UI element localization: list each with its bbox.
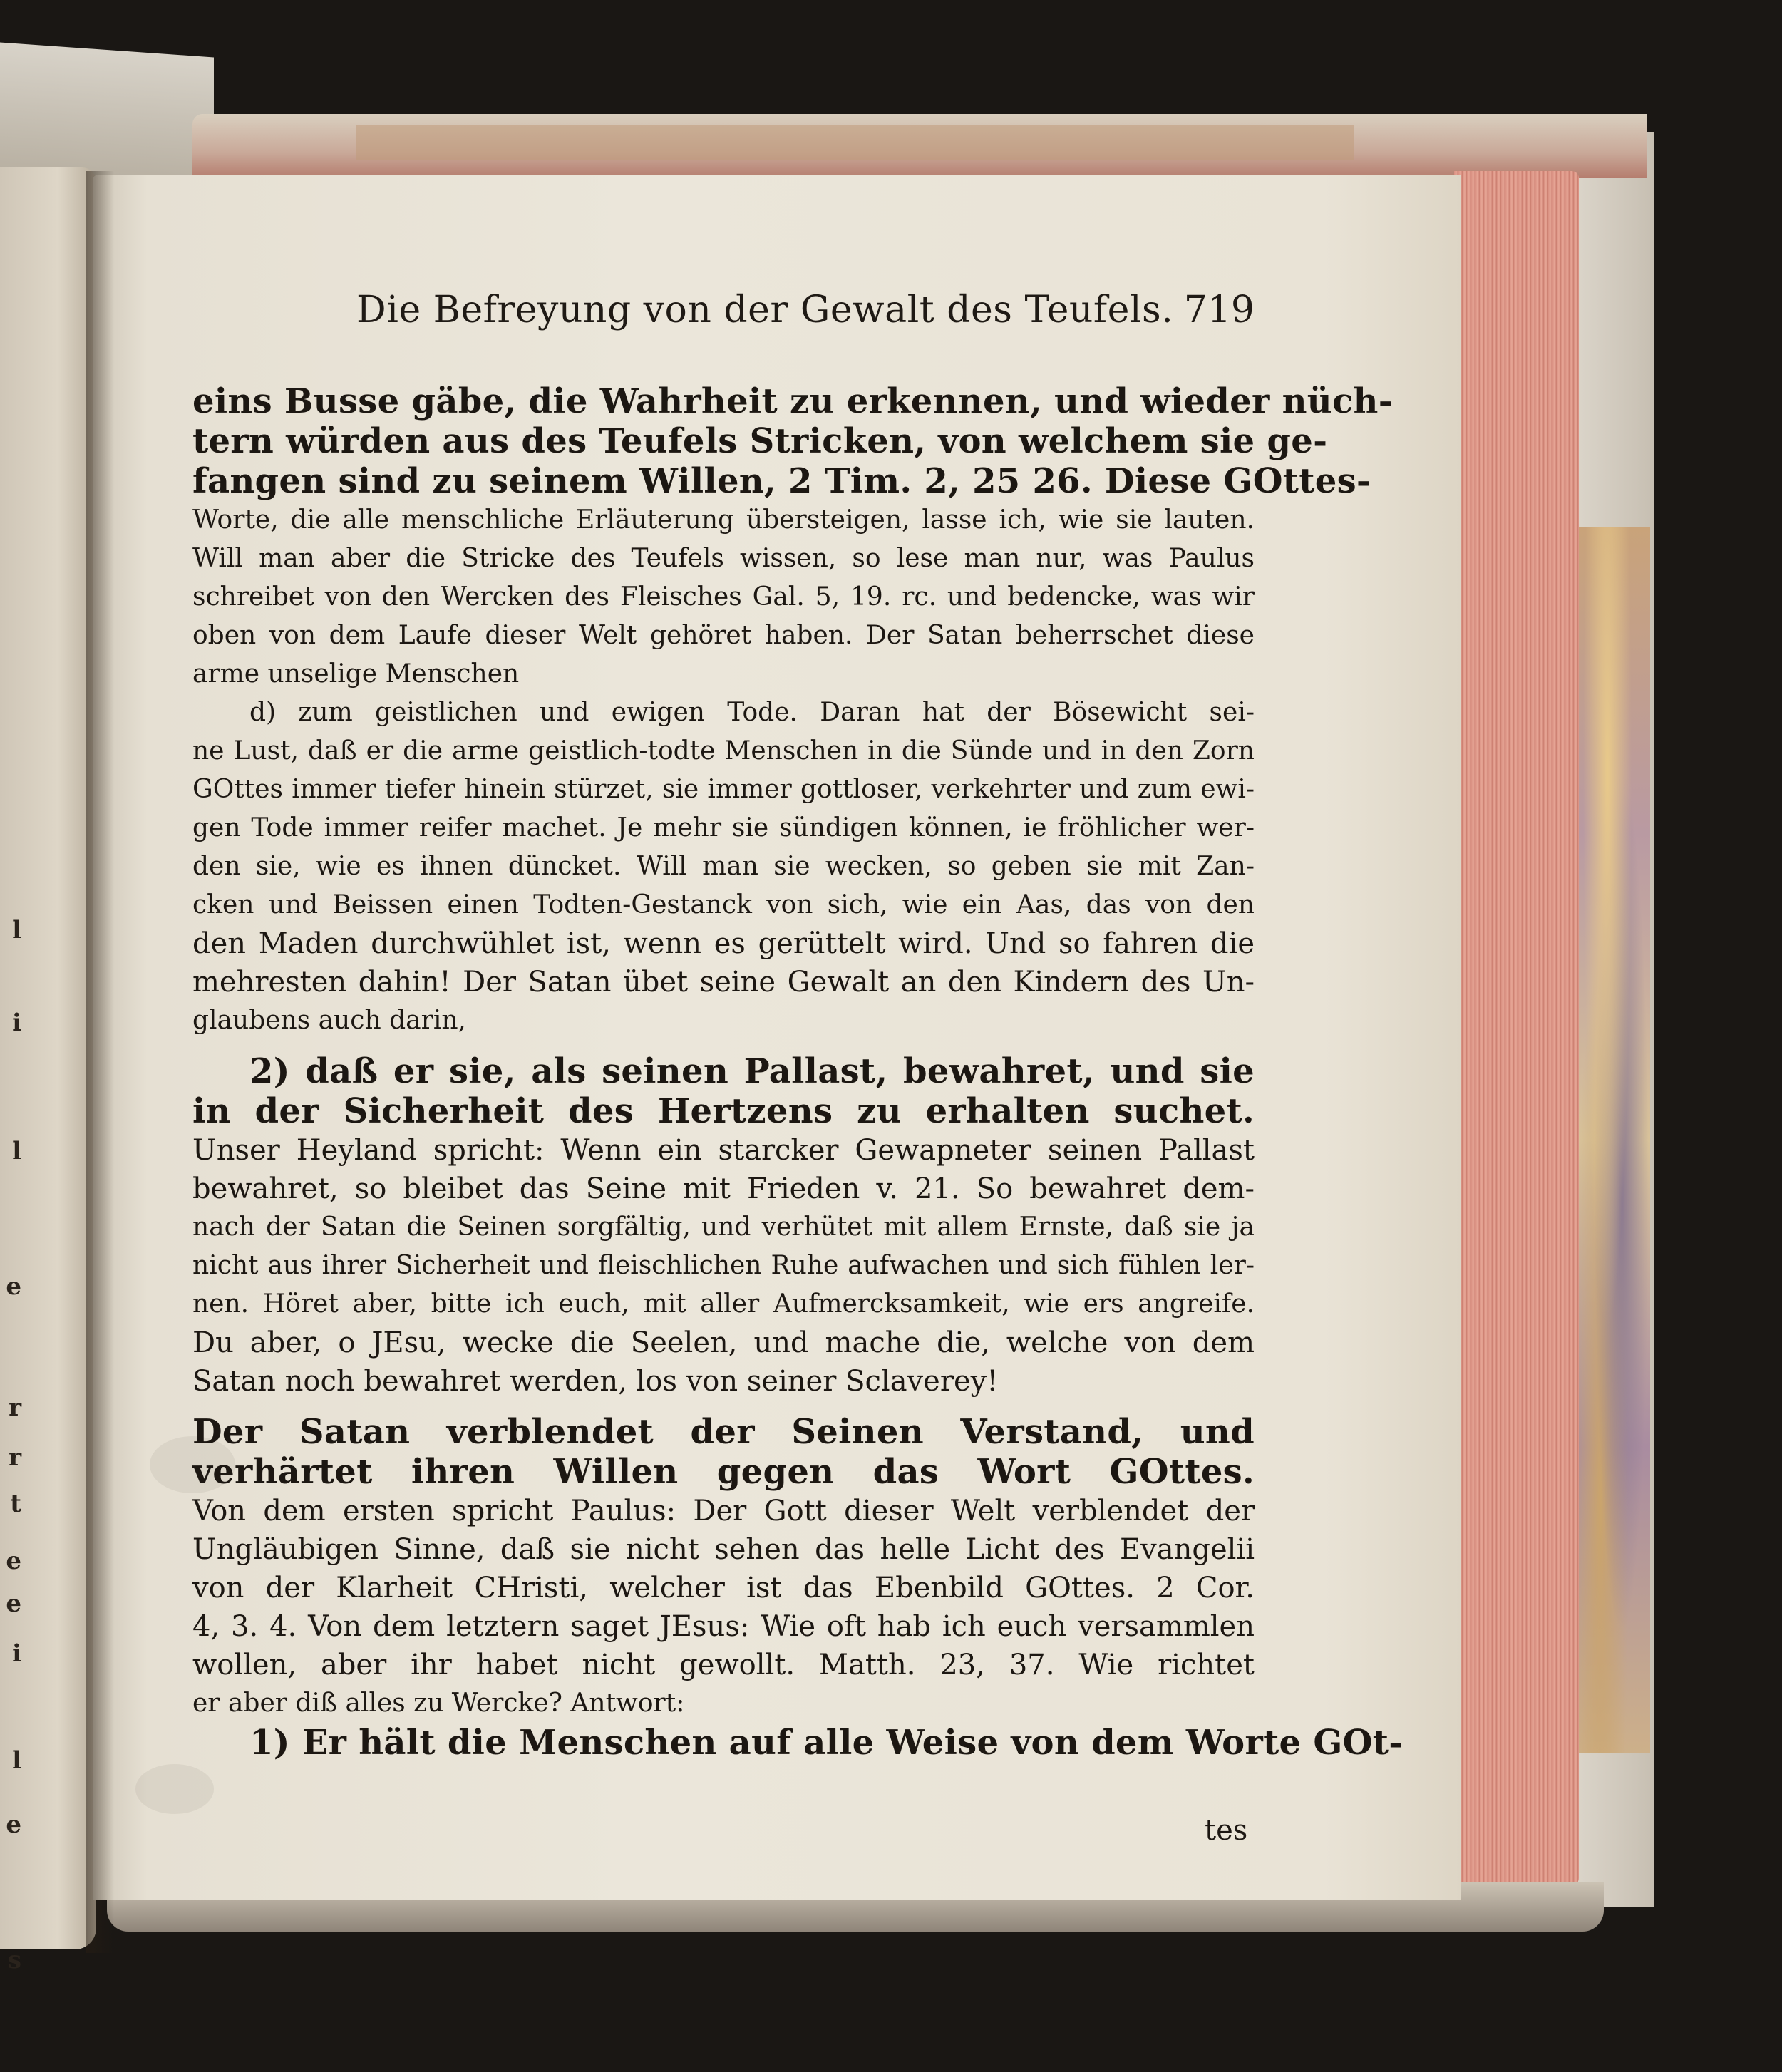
text-line: Will man aber die Stricke des Teufels wissen, so lese man nur, was Paulus [192, 544, 1255, 573]
paper-stain [135, 1764, 214, 1814]
running-head: Die Befreyung von der Gewalt des Teufels. [356, 289, 1174, 331]
text-line: arme unselige Menschen [192, 659, 520, 689]
left-page-fragment: t [10, 1490, 21, 1518]
left-page-fragment: e [6, 1589, 21, 1618]
red-fore-edge [1454, 171, 1579, 1885]
page-header [271, 289, 1255, 346]
text-line: Von dem ersten spricht Paulus: Der Gott dieser Welt verblendet der [192, 1495, 1255, 1527]
section-heading: in der Sicherheit des Hertzens zu erhalten suchet. [192, 1091, 1255, 1131]
text-line: Du aber, o JEsu, wecke die Seelen, und mache die, welche von dem [192, 1326, 1255, 1359]
book-cover-corner [0, 43, 214, 186]
page-number: 719 [1183, 289, 1255, 331]
left-page-fragment: s [7, 1946, 21, 1974]
left-page-fragment: e [6, 1272, 21, 1301]
left-page [0, 167, 96, 1974]
marbled-endpaper [1579, 527, 1650, 1753]
left-page-fragment: i [12, 1639, 21, 1668]
paragraph-gap [192, 1040, 1255, 1051]
text-line: d) zum geistlichen und ewigen Tode. Daran hat der Bösewicht sei- [249, 698, 1255, 727]
text-line: wollen, aber ihr habet nicht gewollt. Matth. 23, 37. Wie richtet [192, 1649, 1255, 1681]
left-page-fragment: e [6, 1810, 21, 1839]
left-page-fragment: e [6, 1547, 21, 1575]
text-line: GOttes immer tiefer hinein stürzet, sie immer gottloser, verkehrter und zum ewi- [192, 775, 1255, 804]
left-page-fragment: l [12, 1137, 21, 1165]
left-page-fragment: l [12, 916, 21, 944]
page-body [192, 381, 1404, 1763]
text-line: eins Busse gäbe, die Wahrheit zu erkennen, und wieder nüch- [192, 381, 1393, 421]
text-line: gen Tode immer reifer machet. Je mehr sie sündigen können, ie fröhlicher wer- [192, 813, 1255, 842]
catchword: tes [1205, 1814, 1248, 1847]
text-line: den sie, wie es ihnen düncket. Will man sie wecken, so geben sie mit Zan- [192, 852, 1255, 881]
text-line: 4, 3. 4. Von dem letztern saget JEsus: Wie oft hab ich euch versammlen [192, 1610, 1255, 1643]
section-heading: Der Satan verblendet der Seinen Verstand, und [192, 1412, 1255, 1452]
text-line: tern würden aus des Teufels Stricken, von welchem sie ge- [192, 421, 1328, 461]
text-line: Worte, die alle menschliche Erläuterung übersteigen, lasse ich, wie sie lauten. [192, 505, 1255, 535]
text-line: ne Lust, daß er die arme geistlich-todte Menschen in die Sünde und in den Zorn [192, 736, 1255, 766]
text-line: fangen sind zu seinem Willen, 2 Tim. 2, 25 26. Diese GOttes- [192, 461, 1371, 501]
page-block-top-band [356, 125, 1354, 160]
text-line: er aber diß alles zu Wercke? Antwort: [192, 1689, 685, 1718]
left-page-fragment: r [9, 1443, 21, 1472]
text-line: glaubens auch darin, [192, 1006, 466, 1035]
gutter-shadow [86, 171, 114, 1953]
left-page-fragment: l [12, 1746, 21, 1775]
text-line: cken und Beissen einen Todten-Gestanck von sich, wie ein Aas, das von den [192, 890, 1255, 919]
text-line: von der Klarheit CHristi, welcher ist das Ebenbild GOttes. 2 Cor. [192, 1572, 1255, 1604]
text-line: mehresten dahin! Der Satan übet seine Gewalt an den Kindern des Un- [192, 966, 1255, 999]
text-line: Ungläubigen Sinne, daß sie nicht sehen das helle Licht des Evangelii [192, 1533, 1255, 1566]
paragraph-gap [192, 1401, 1255, 1412]
left-page-fragment: i [12, 1009, 21, 1037]
text-line: bewahret, so bleibet das Seine mit Frieden v. 21. So bewahret dem- [192, 1172, 1255, 1205]
text-line: schreibet von den Wercken des Fleisches Gal. 5, 19. rc. und bedencke, was wir [192, 582, 1255, 612]
left-page-fragment: r [9, 1393, 21, 1422]
text-line: Satan noch bewahret werden, los von seiner Sclaverey! [192, 1365, 999, 1398]
text-line: nen. Höret aber, bitte ich euch, mit aller Aufmercksamkeit, wie ers angreife. [192, 1289, 1255, 1319]
text-line: Unser Heyland spricht: Wenn ein starcker Gewapneter seinen Pallast [192, 1134, 1255, 1167]
text-line: oben von dem Laufe dieser Welt gehöret haben. Der Satan beherrschet diese [192, 621, 1255, 650]
text-line: den Maden durchwühlet ist, wenn es gerüttelt wird. Und so fahren die [192, 927, 1255, 960]
text-line: nicht aus ihrer Sicherheit und fleischlichen Ruhe aufwachen und sich fühlen ler- [192, 1251, 1255, 1280]
text-line: 1) Er hält die Menschen auf alle Weise von dem Worte GOt- [249, 1723, 1404, 1763]
section-heading: verhärtet ihren Willen gegen das Wort GOttes. [192, 1452, 1255, 1492]
text-line: nach der Satan die Seinen sorgfältig, und verhütet mit allem Ernste, daß sie ja [192, 1212, 1255, 1242]
section-heading: 2) daß er sie, als seinen Pallast, bewahret, und sie [249, 1051, 1255, 1091]
